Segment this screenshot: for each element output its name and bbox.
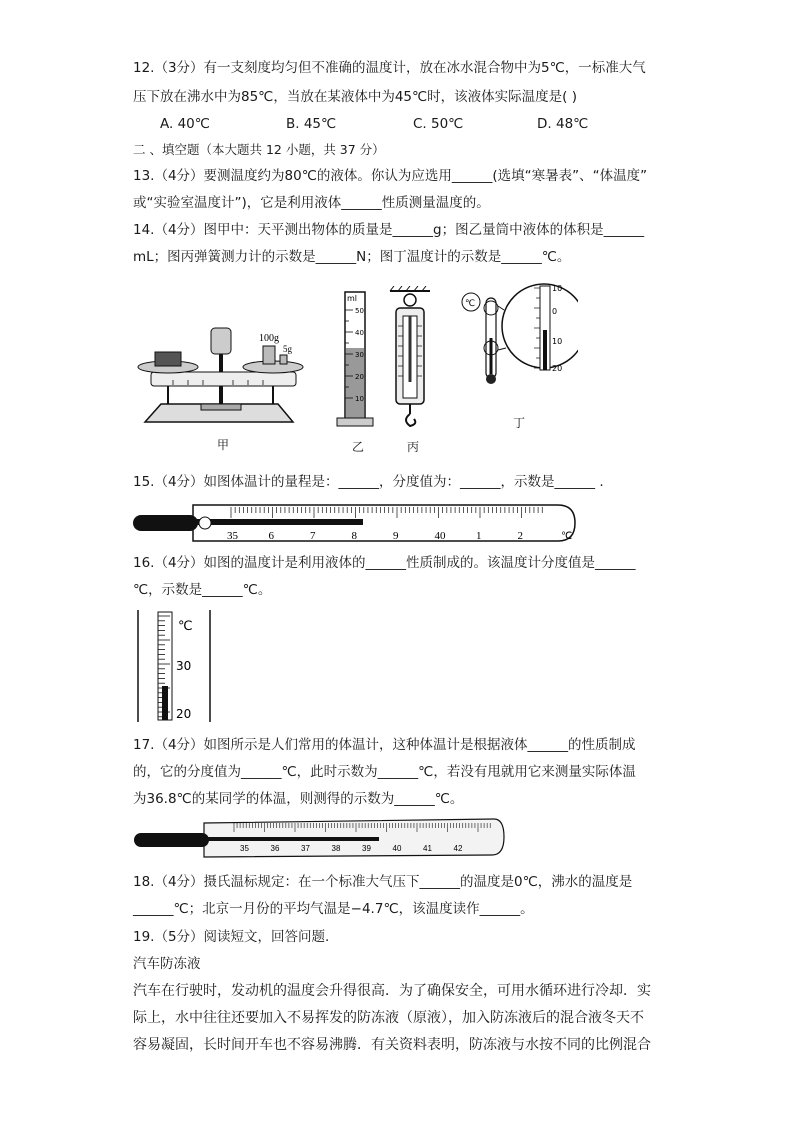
q19-paragraph-line2: 际上，水中往往还要加入不易挥发的防冻液（原液），加入防冻液后的混合液冬天不 (133, 1010, 644, 1026)
scale-label: 9 (393, 530, 399, 542)
cylinder-tick-40: 40 (355, 329, 364, 337)
cylinder-tick-50: 50 (355, 307, 364, 315)
q12-line2: 压下放在沸水中为85℃，当放在某液体中为45℃时，该液体实际温度是( ) (133, 89, 578, 105)
fig-label-jia: 甲 (217, 438, 230, 452)
fig-label-bing: 丙 (407, 440, 420, 454)
q16-unit: ℃ (178, 619, 193, 634)
scale-label: 42 (453, 844, 463, 853)
q17-line3: 为36.8℃的某同学的体温，则测得的示数为______℃。 (133, 791, 464, 807)
clinical-thermometer-q15 (133, 501, 578, 545)
section-title: 二 、填空题（本大题共 12 小题，共 37 分） (133, 142, 385, 157)
scale-label: 2 (517, 530, 523, 542)
q14-line1: 14.（4分）图甲中：天平测出物体的质量是______g；图乙量筒中液体的体积是______ (133, 222, 645, 238)
scale-label: 39 (362, 844, 371, 853)
fig-label-ding: 丁 (513, 416, 526, 430)
balance-weight-100g: 100g (259, 333, 279, 344)
scale-label: 7 (310, 530, 316, 542)
clinical-thermometer-q17 (134, 817, 506, 861)
scale-label: 38 (331, 844, 341, 853)
scale-label: 41 (423, 844, 432, 853)
cylinder-figure (335, 288, 375, 430)
scale-label: 1 (476, 530, 482, 542)
q12-option-c: C. 50℃ (413, 116, 464, 132)
scale-label: 35 (227, 530, 238, 542)
q18-line1: 18.（4分）摄氏温标规定：在一个标准大气压下______的温度是0℃，沸水的温度是 (133, 874, 633, 890)
cylinder-tick-20: 20 (355, 373, 364, 381)
q12-option-b: B. 45℃ (286, 116, 337, 132)
q13-line1: 13.（4分）要测温度约为80℃的液体。你认为应选用______(选填“寒暑表”、“体温度” (133, 168, 648, 184)
scale-label: 8 (351, 530, 357, 542)
balance-figure (133, 322, 308, 432)
thermo-tick-10-top: 10 (552, 284, 563, 293)
q19-title: 汽车防冻液 (133, 956, 201, 972)
spring-scale-figure (386, 286, 434, 434)
scale-label: 37 (301, 844, 310, 853)
q17-line2: 的，它的分度值为______℃，此时示数为______℃，若没有甩就用它来测量实际体温 (133, 764, 636, 780)
q19-paragraph-line3: 容易凝固，长时间开车也不容易沸腾．有关资料表明，防冻液与水按不同的比例混合 (133, 1037, 651, 1053)
fig-label-yi: 乙 (352, 440, 365, 454)
cylinder-unit: ml (347, 294, 358, 303)
thermo-tick-10-bottom: 10 (552, 337, 563, 346)
thermometer-q16 (136, 610, 216, 722)
q18-line2: ______℃；北京一月份的平均气温是−4.7℃，该温度读作______。 (133, 901, 534, 917)
thermo-tick-0: 0 (552, 307, 558, 316)
q15-line1: 15.（4分）如图体温计的量程是：______，分度值为：______，示数是______ . (133, 474, 604, 490)
balance-weight-5g: 5g (283, 344, 292, 354)
q12-option-a: A. 40℃ (160, 116, 210, 132)
cylinder-tick-10: 10 (355, 395, 364, 403)
thermo-small-unit: ℃ (465, 299, 476, 309)
q16-tick-30: 30 (176, 659, 192, 673)
q14-line2: mL；图丙弹簧测力计的示数是______N；图丁温度计的示数是______℃。 (133, 249, 571, 265)
thermo-tick-20: 20 (552, 364, 563, 373)
scale-label: 35 (240, 844, 249, 853)
scale-label: 6 (268, 530, 274, 542)
q16-line2: ℃，示数是______℃。 (133, 582, 272, 598)
thermometer-magnified-figure (458, 278, 578, 398)
q16-tick-20: 20 (176, 707, 192, 721)
q19-paragraph-line1: 汽车在行驶时，发动机的温度会升得很高．为了确保安全，可用水循环进行冷却．实 (133, 983, 651, 999)
q17-line1: 17.（4分）如图所示是人们常用的体温计，这种体温计是根据液体______的性质制成 (133, 737, 636, 753)
scale-label: 40 (392, 844, 402, 853)
scale-label: 36 (270, 844, 280, 853)
q19-line1: 19.（5分）阅读短文，回答问题. (133, 929, 330, 945)
scale-label: 40 (434, 530, 446, 542)
cylinder-tick-30: 30 (355, 351, 364, 359)
q15-unit: ℃ (561, 531, 573, 542)
q16-line1: 16.（4分）如图的温度计是利用液体的______性质制成的。该温度计分度值是______ (133, 555, 636, 571)
q12-option-d: D. 48℃ (537, 116, 589, 132)
q12-line1: 12.（3分）有一支刻度均匀但不准确的温度计，放在冰水混合物中为5℃，一标准大气 (133, 60, 646, 76)
q13-line2: 或“实验室温度计”)，它是利用液体______性质测量温度的。 (133, 195, 490, 211)
